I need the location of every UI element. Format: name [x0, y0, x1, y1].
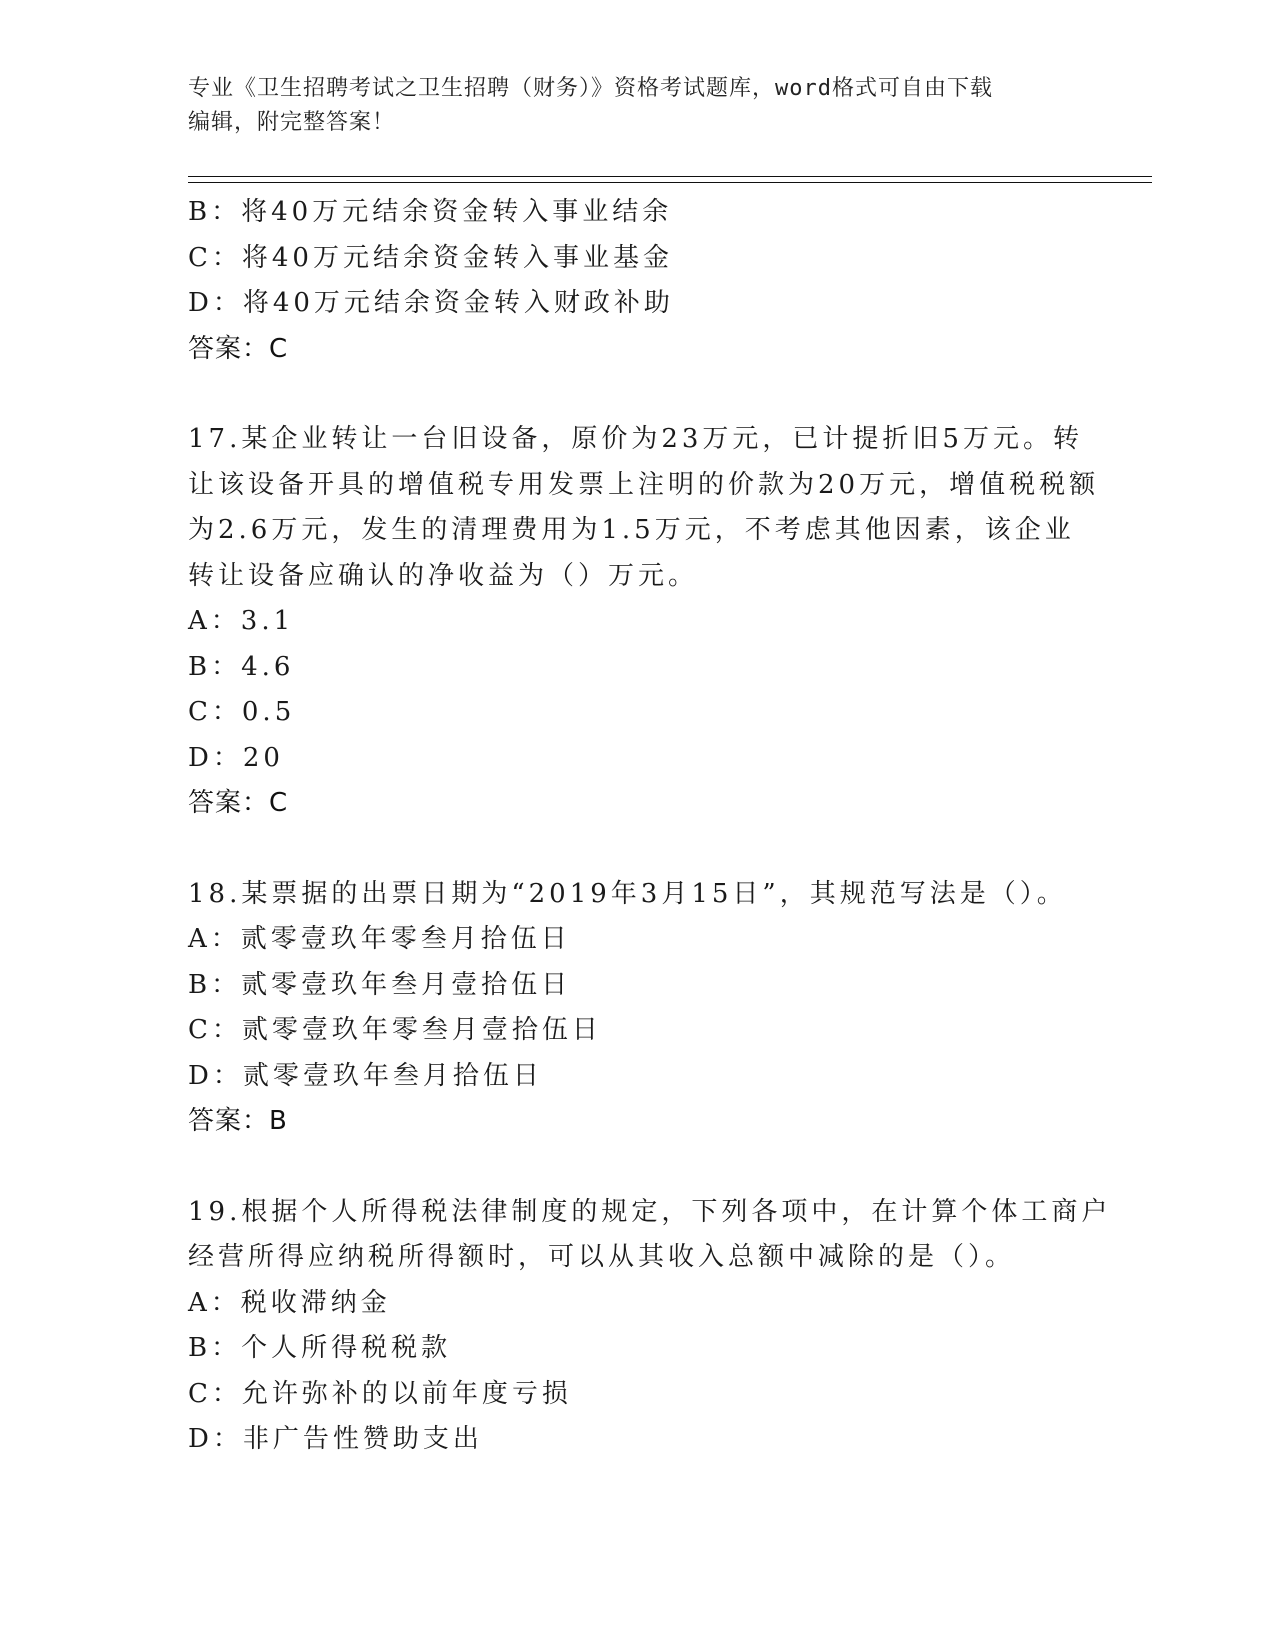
spacer — [188, 372, 1088, 417]
option-a: A：贰零壹玖年零叁月拾伍日 — [188, 924, 571, 954]
header-line-2: 编辑，附完整答案！ — [188, 110, 396, 135]
option-c: C：将40万元结余资金转入事业基金 — [188, 242, 673, 273]
option-d: D：将40万元结余资金转入财政补助 — [188, 288, 674, 318]
option-c: C：允许弥补的以前年度亏损 — [188, 1378, 572, 1409]
question-stem-line: 18.某票据的出票日期为“2019年3月15日”，其规范写法是（）。 — [188, 878, 1067, 909]
option-b: B：将40万元结余资金转入事业结余 — [188, 197, 673, 227]
question-stem-line: 17.某企业转让一台旧设备，原价为23万元，已计提折旧5万元。转 — [188, 424, 1083, 454]
spacer — [188, 827, 1088, 872]
question-stem-line: 让该设备开具的增值税专用发票上注明的价款为20万元，增值税税额 — [188, 469, 1100, 500]
option-d: D：贰零壹玖年叁月拾伍日 — [188, 1060, 543, 1091]
question-18 — [188, 872, 1088, 1145]
option-b: B：个人所得税税款 — [188, 1333, 452, 1363]
option-c: C：贰零壹玖年零叁月壹拾伍日 — [188, 1015, 602, 1045]
question-stem-line: 为2.6万元，发生的清理费用为1.5万元，不考虑其他因素，该企业 — [188, 515, 1075, 545]
header-rule-bottom — [188, 182, 1152, 183]
option-a: A：税收滞纳金 — [188, 1287, 391, 1318]
header-line-1: 专业《卫生招聘考试之卫生招聘（财务）》资格考试题库，word格式可自由下载 — [188, 76, 993, 101]
option-b: B：4.6 — [188, 651, 295, 682]
header-rule-top — [188, 176, 1152, 177]
question-19 — [188, 1190, 1112, 1463]
document-header — [188, 72, 1088, 140]
answer-label: 答案：C — [188, 333, 289, 364]
option-b: B：贰零壹玖年叁月壹拾伍日 — [188, 969, 572, 1000]
question-stem-line: 经营所得应纳税所得额时，可以从其收入总额中减除的是（）。 — [188, 1242, 1016, 1272]
option-d: D：非广告性赞助支出 — [188, 1424, 483, 1454]
question-17 — [188, 417, 1100, 827]
question-16-continued — [188, 190, 1088, 372]
question-content — [188, 190, 1112, 1463]
option-c: C：0.5 — [188, 697, 296, 727]
question-stem-line: 19.根据个人所得税法律制度的规定，下列各项中，在计算个体工商户 — [188, 1196, 1112, 1227]
answer-label: 答案：B — [188, 1106, 288, 1136]
option-d: D：20 — [188, 742, 284, 773]
question-stem-line: 转让设备应确认的净收益为（）万元。 — [188, 560, 699, 591]
answer-label: 答案：C — [188, 788, 289, 818]
option-a: A：3.1 — [188, 606, 295, 636]
spacer — [188, 1145, 1088, 1190]
